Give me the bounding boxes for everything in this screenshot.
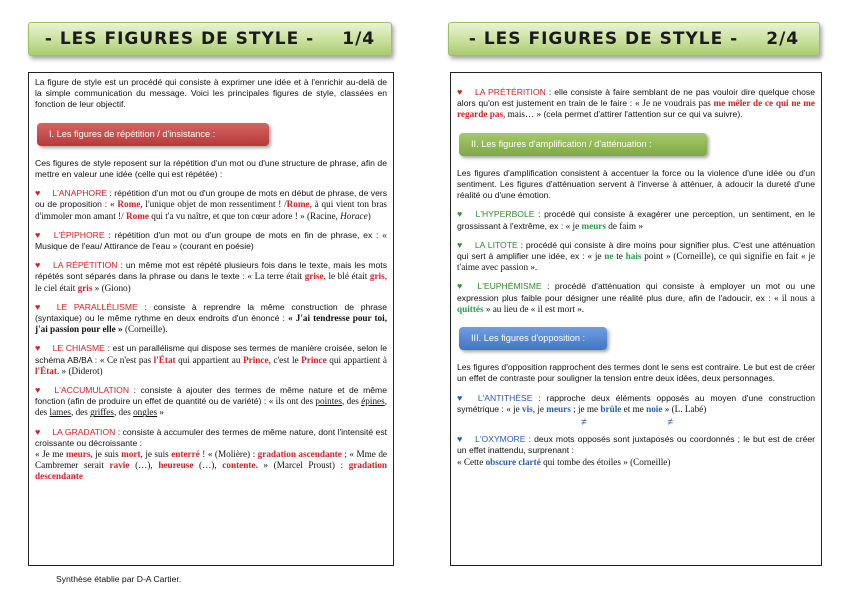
heart-icon: ♥	[457, 281, 466, 292]
heart-icon: ♥	[457, 209, 464, 220]
left-page-number: 1/4	[342, 29, 376, 49]
right-title-banner	[448, 22, 820, 56]
section-opposition-intro: Les figures d'opposition rapprochent des termes dont le sens est contraire. Le but est de créer un effet de contraste pour souligner la tension entre deux idées, deux personnages.	[457, 362, 816, 384]
heart-icon: ♥	[35, 260, 41, 271]
heart-icon: ♥	[35, 301, 45, 312]
item-antithese: ♥ L'ANTITHÈSE : rapproche deux éléments opposés au moyen d'une construction symétrique : « je vis, je meurs ; je me brûle et me noie » (L. Labé)	[457, 392, 816, 414]
item-hyperbole: ♥ L'HYPERBOLE : procédé qui consiste à exagérer une perception, un sentiment, en le grossissant à l'extrême, ex : « je meurs de faim »	[457, 209, 815, 231]
heart-icon: ♥	[457, 239, 463, 250]
item-accumulation: ♥ L'ACCUMULATION : consiste à ajouter des termes de même nature et de même fonction (afin de produire un effet de quantité ou de variété) : « ils ont des pointes, des épines, des lames, des griffes, des ongles »	[35, 385, 388, 418]
heart-icon: ♥	[35, 229, 42, 240]
item-gradation: ♥ LA GRADATION : consiste à accumuler des termes de même nature, dont l'intensité est croissante ou décroissante : « Je me meurs, je suis mort, je suis enterré ! « (Molière) : gradation ascendante ; « Mme de Cambremer serait ravie (…), heureuse (…), contente. » (Marcel Proust) : gradation descendante	[35, 426, 388, 482]
item-euphemisme: ♥ L'EUPHÉMISME : procédé d'atténuation qui consiste à employer un mot ou une expression plus faible pour désigner une réalité plus dure, afin de l'adoucir, ex : « il nous a quittés » au lieu de « il est mort ».	[457, 281, 815, 314]
right-title: - LES FIGURES DE STYLE -	[468, 29, 739, 49]
heart-icon: ♥	[35, 426, 41, 437]
item-chiasme: ♥ LE CHIASME : est un parallélisme qui dispose ses termes de manière croisée, selon le schéma AB/BA : « Ce n'est pas l'État qui appartient au Prince, c'est le Prince qui appartient à l'État. » (Diderot)	[35, 343, 387, 376]
heart-icon: ♥	[35, 343, 41, 354]
item-anaphore: ♥ L'ANAPHORE : répétition d'un mot ou d'un groupe de mots en début de phrase, de vers ou de proposition : « Rome, l'unique objet de mon ressentiment ! /Rome, à qui vient ton bras d'immoler mon amant !/ Rome qui t'a vu naître, et que ton cœur adore ! » (Racine, Horace)	[35, 188, 388, 221]
item-litote: ♥ LA LITOTE : procédé qui consiste à dire moins pour signifier plus. C'est une atténuation qui sert à amplifier une idée, ex : « je ne te hais point » (Corneille), ce qui signifie en fait « je t'aime avec passion ».	[457, 239, 816, 273]
item-epiphore: ♥ L'ÉPIPHORE : répétition d'un mot ou d'un groupe de mots en fin de phrase, ex : « Musique de l'eau/ Attirance de l'eau » (courant en poésie)	[35, 229, 388, 252]
left-title: - LES FIGURES DE STYLE -	[44, 29, 315, 49]
item-pretention: ♥ LA PRÉTÉRITION : elle consiste à faire semblant de ne pas vouloir dire quelque chose alors qu'on est justement en train de le faire : « Je ne voudrais pas me mêler de ce qui ne me regarde pas, mais… » (cela permet d'attirer l'attention sur ce qui va suivre).	[457, 87, 815, 120]
section-amplification: II. Les figures d'amplification / d'atténuation :	[459, 133, 707, 156]
neq-markers	[457, 417, 815, 428]
section-repetition-intro: Ces figures de style reposent sur la répétition d'un mot ou d'une structure de phrase, afin de mettre en valeur une idée (celle qui est répétée) :	[35, 157, 387, 180]
term: L'ANAPHORE	[52, 188, 108, 199]
section-opposition: III. Les figures d'opposition :	[459, 327, 607, 350]
heart-icon: ♥	[35, 385, 43, 396]
item-oxymore: ♥ L'OXYMORE : deux mots opposés sont juxtaposés ou coordonnés ; le but est de créer un effet inattendu, surprenant : « Cette obscure clarté qui tombe des étoiles » (Corneille)	[457, 434, 815, 467]
left-page	[28, 72, 394, 566]
item-parallelisme: ♥ LE PARALLÉLISME : consiste à reprendre la même construction de phrase (syntaxique) ou le même rythme en deux endroits d'un énoncé : « J'ai tendresse pour toi, j'ai passion pour elle » (Corneille).	[35, 301, 388, 335]
heart-icon: ♥	[457, 87, 463, 97]
section-amplification-intro: Les figures d'amplification consistent à accentuer la force ou la violence d'une idée ou d'un sentiment. Les figures d'atténuation servent à l'inverse à atténuer, à adoucir la dureté d'une réalité ou d'une émotion.	[457, 167, 815, 201]
neq-right: ≠	[667, 417, 673, 429]
heart-icon: ♥	[457, 392, 466, 403]
left-intro: La figure de style est un procédé qui consiste à exprimer une idée et à l'enrichir au-delà de la simple communication du message. Voici les principales figures de style, classées en fonction de leur objectif.	[35, 77, 387, 110]
left-title-banner	[28, 22, 392, 56]
right-page	[450, 72, 822, 566]
item-repetition: ♥ LA RÉPÉTITION : un même mot est répété plusieurs fois dans le texte, mais les mots répétés sont séparés dans la phrase ou dans le texte : « La terre était grise, le blé était gris, le ciel était gris » (Giono)	[35, 260, 387, 293]
heart-icon: ♥	[35, 188, 41, 199]
credit-line: Synthèse établie par D-A Cartier.	[56, 574, 182, 584]
section-repetition: I. Les figures de répétition / d'insistance :	[37, 123, 269, 146]
right-page-number: 2/4	[766, 29, 800, 49]
neq-left: ≠	[581, 417, 587, 429]
heart-icon: ♥	[457, 434, 464, 445]
